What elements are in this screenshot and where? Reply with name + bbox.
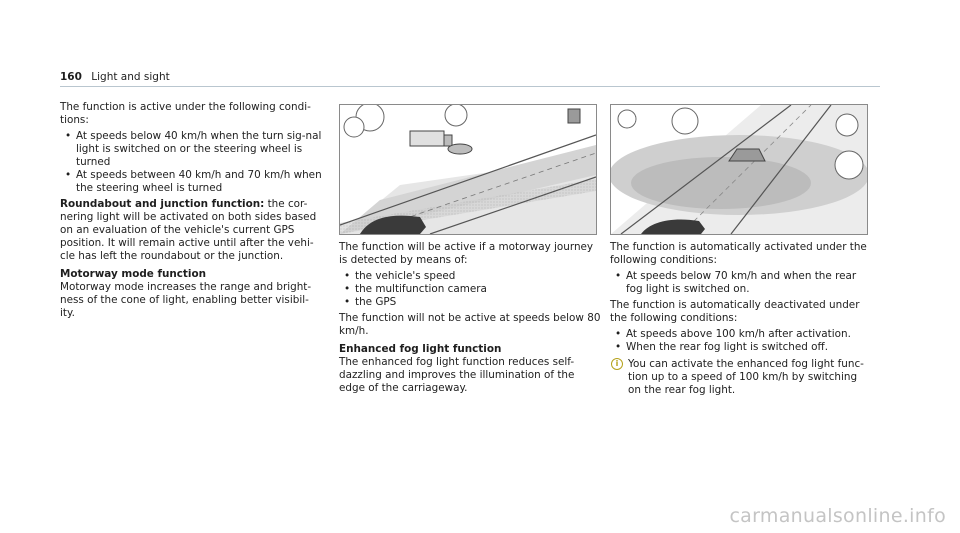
tip-icon: i [611,358,623,370]
col2-not-active: The function will not be active at speeds below 80 km/h. [339,312,601,337]
tip-text: You can activate the enhanced fog light func-tion up to a speed of 100 km/h by switching on the rear fog light. [628,358,864,396]
header-rule [60,86,880,87]
col3-bullet-off: • When the rear fog light is switched off. [610,341,872,354]
col3-bullet-on: • At speeds below 70 km/h and when the rear fog light is switched on. [610,270,872,296]
page-header [60,71,170,84]
tip-note [610,358,872,397]
col1-bullet: • At speeds between 40 km/h and 70 km/h when the steering wheel is turned [60,169,322,195]
watermark: carmanualsonline.info [729,505,946,527]
page-number: 160 [60,71,82,83]
roundabout-text: the cor-nering light will be activated on both sides based on an evaluation of the vehicle's current GPS position. It will remain active until after the vehi-cle has left the roundabout or the junction. [60,198,317,262]
roundabout-paragraph [60,198,322,263]
col2-bullet: • the GPS [339,296,601,309]
section-title: Light and sight [91,71,170,83]
motorway-text: Motorway mode increases the range and bright-ness of the cone of light, enabling better visibil-ity. [60,281,312,319]
col3-deactivated: The function is automatically deactivated under the following conditions: [610,299,860,324]
fog-heading: Enhanced fog light function [339,343,502,355]
roundabout-heading: Roundabout and junction function: [60,198,265,210]
col2-bullet: • the multifunction camera [339,283,601,296]
col1-bullet: • At speeds below 40 km/h when the turn sig-nal light is switched on or the steering wheel is turned [60,130,322,169]
col2-bullet: • the vehicle's speed [339,270,601,283]
col3-intro: The function is automatically activated under the following conditions: [610,241,867,266]
col2-intro: The function will be active if a motorway journey is detected by means of: [339,241,594,266]
fog-text: The enhanced fog light function reduces self-dazzling and improves the illumination of the edge of the carriageway. [339,356,575,394]
col3-bullet-off: • At speeds above 100 km/h after activation. [610,328,872,341]
column-2 [339,101,601,398]
column-3 [610,101,872,397]
col1-intro: The function is active under the following condi-tions: [60,101,311,126]
motorway-heading: Motorway mode function [60,268,206,280]
column-1 [60,101,322,323]
